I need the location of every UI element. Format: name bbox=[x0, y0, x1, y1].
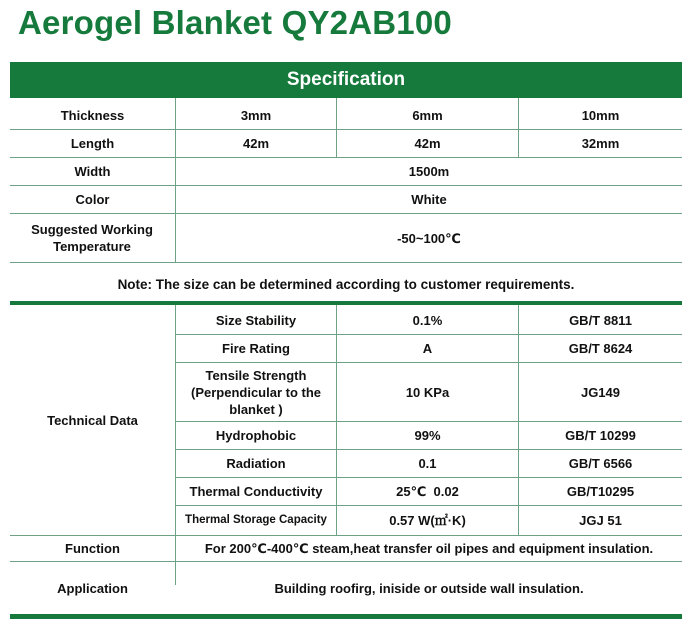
thickness-label: Thickness bbox=[60, 107, 125, 123]
property-thermal-conductivity: Thermal Conductivity bbox=[189, 484, 323, 499]
color-label: Color bbox=[75, 192, 110, 207]
standard-thermal-storage-capacity: JGJ 51 bbox=[579, 513, 622, 528]
standard-radiation: GB/T 6566 bbox=[568, 456, 633, 471]
standard-thermal-conductivity: GB/T10295 bbox=[566, 484, 635, 499]
bottom-bar bbox=[10, 614, 682, 619]
color-value: White bbox=[411, 192, 447, 207]
value-size-stability: 0.1% bbox=[412, 312, 443, 328]
length-label: Length bbox=[70, 136, 115, 151]
specification-header: Specification bbox=[10, 62, 682, 98]
property-radiation: Radiation bbox=[226, 456, 286, 471]
application-value: Building roofirg, iniside or outside wall insulation. bbox=[274, 580, 584, 596]
length-value-2: 42m bbox=[414, 136, 441, 151]
width-value: 1500m bbox=[408, 164, 450, 179]
property-size-stability: Size Stability bbox=[215, 312, 297, 328]
document-title: Aerogel Blanket QY2AB100 bbox=[18, 4, 452, 41]
value-hydrophobic: 99% bbox=[414, 428, 441, 443]
function-label: Function bbox=[65, 541, 120, 556]
standard-hydrophobic: GB/T 10299 bbox=[565, 428, 636, 443]
width-label: Width bbox=[74, 164, 111, 179]
value-tensile-strength: 10 KPa bbox=[405, 384, 450, 400]
standard-tensile-strength: JG149 bbox=[580, 384, 621, 400]
thickness-6mm: 6mm bbox=[412, 107, 443, 123]
value-thermal-conductivity: 25℃ 0.02 bbox=[396, 484, 459, 499]
property-fire-rating: Fire Rating bbox=[222, 341, 290, 356]
application-label: Application bbox=[57, 580, 128, 596]
value-fire-rating: A bbox=[422, 341, 433, 356]
length-value-3: 32mm bbox=[581, 136, 620, 151]
function-value: For 200℃-400℃ steam,heat transfer oil pipes and equipment insulation. bbox=[204, 541, 654, 556]
standard-fire-rating: GB/T 8624 bbox=[568, 341, 633, 356]
property-thermal-storage-capacity: Thermal Storage Capacity bbox=[185, 514, 327, 526]
length-value-1: 42m bbox=[242, 136, 270, 151]
value-thermal-storage-capacity: 0.57 W(㎡·K) bbox=[389, 513, 466, 528]
thickness-3mm: 3mm bbox=[240, 107, 272, 123]
temperature-label: Suggested Working Temperature bbox=[31, 222, 153, 254]
technical-data-label: Technical Data bbox=[47, 412, 138, 428]
value-radiation: 0.1 bbox=[418, 456, 437, 471]
thickness-10mm: 10mm bbox=[581, 107, 620, 123]
property-tensile-strength: Tensile Strength (Perpendicular to the blanket ) bbox=[190, 367, 322, 417]
property-hydrophobic: Hydrophobic bbox=[215, 428, 297, 443]
grid-line bbox=[10, 262, 682, 263]
note-text: Note: The size can be determined according to customer requirements. bbox=[117, 276, 575, 292]
standard-size-stability: GB/T 8811 bbox=[569, 312, 632, 328]
temperature-value: -50~100℃ bbox=[397, 230, 461, 246]
